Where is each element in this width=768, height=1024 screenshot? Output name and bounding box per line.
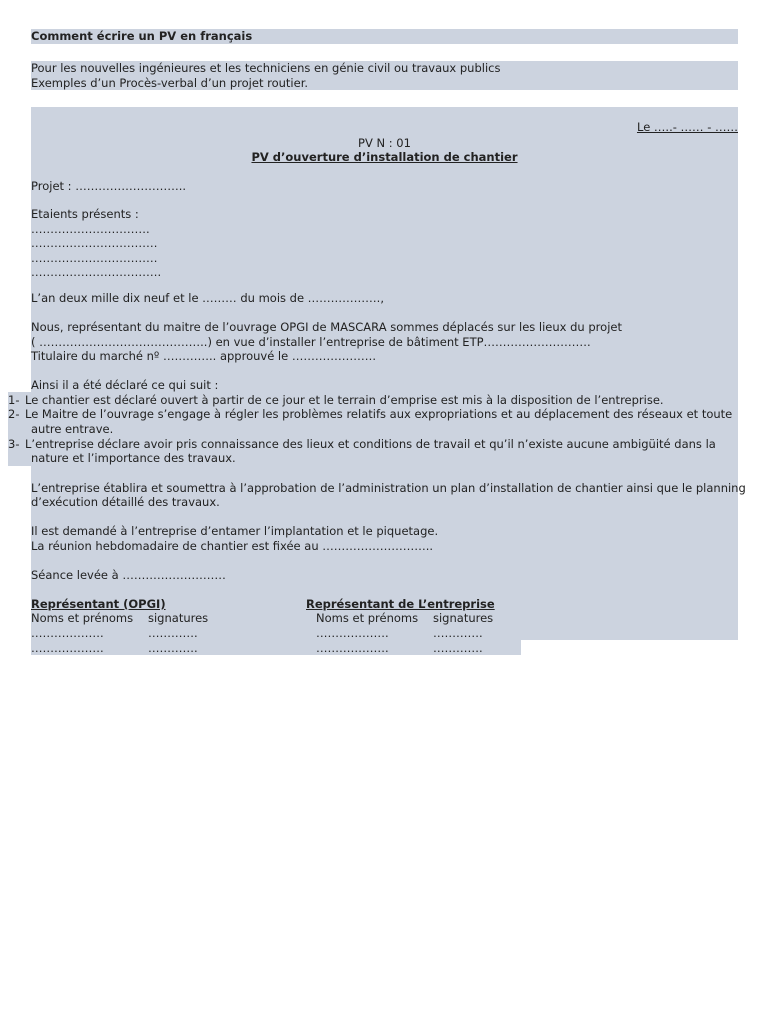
pv-nous-line-3: Titulaire du marché nº ………….. approuvé le …………………. — [31, 349, 377, 363]
pv-entreprise-line-2: d’exécution détaillé des travaux. — [31, 495, 220, 509]
pv-number: PV N : 01 — [358, 136, 411, 150]
rep-left-dots: ………………. — [31, 641, 104, 655]
rep-right-dots: …………. — [433, 626, 483, 640]
intro-line-2: Exemples d’un Procès-verbal d’un projet routier. — [31, 76, 309, 90]
pv-an-line: L’an deux mille dix neuf et le ……… du mois de ………………., — [31, 291, 384, 305]
rep-right-col-signatures: signatures — [433, 611, 494, 625]
rep-right-dots: ………………. — [316, 626, 389, 640]
list-item-text: Le Maitre de l’ouvrage s’engage à régler les problèmes relatifs aux expropriations et au déplacement des réseaux et toute — [25, 407, 733, 421]
list-item-number: 1- — [8, 393, 20, 407]
pv-demande-line-1: Il est demandé à l’entreprise d’entamer l’implantation et le piquetage. — [31, 524, 439, 538]
rep-right-dots: ………………. — [316, 641, 389, 655]
pv-title: PV d’ouverture d’installation de chantier — [251, 150, 518, 164]
pv-seance: Séance levée à ……………………… — [31, 568, 226, 582]
pv-presents-line: …………………………. — [31, 222, 150, 236]
list-item-text-cont: autre entrave. — [31, 422, 114, 436]
rep-right-title: Représentant de L’entreprise — [306, 597, 495, 611]
pv-presents-line: …………………………… — [31, 251, 158, 265]
rep-left-title: Représentant (OPGI) — [31, 597, 166, 611]
pv-presents-label: Etaients présents : — [31, 207, 139, 221]
intro-line-1: Pour les nouvelles ingénieures et les techniciens en génie civil ou travaux publics — [31, 61, 501, 75]
pv-presents-line: ……………………………. — [31, 265, 162, 279]
list-item-number: 3- — [8, 437, 20, 451]
pv-projet: Projet : ……………………….. — [31, 179, 187, 193]
list-item-text: L’entreprise déclare avoir pris connaissance des lieux et conditions de travail et qu’il n’existe aucune ambigüité dans la — [25, 437, 716, 451]
pv-demande-line-2: La réunion hebdomadaire de chantier est fixée au ……………………….. — [31, 539, 434, 553]
rep-left-dots: …………. — [148, 641, 198, 655]
list-item-text: Le chantier est déclaré ouvert à partir de ce jour et le terrain d’emprise est mis à la disposition de l’entreprise. — [25, 393, 664, 407]
list-item-text-cont: nature et l’importance des travaux. — [31, 451, 236, 465]
pv-nous-line-2: ( ……………………………………..) en vue d’installer l’entreprise de bâtiment ETP………………………. — [31, 335, 591, 349]
rep-right-col-names: Noms et prénoms — [316, 611, 419, 625]
page-title: Comment écrire un PV en français — [31, 29, 253, 43]
pv-entreprise-line-1: L’entreprise établira et soumettra à l’approbation de l’administration un plan d’installation de chantier ainsi que le planning — [31, 481, 746, 495]
list-item-number: 2- — [8, 407, 20, 421]
pv-presents-line: …………………………… — [31, 236, 158, 250]
pv-date: Le …..- …… - …… — [636, 120, 738, 134]
rep-left-col-names: Noms et prénoms — [31, 611, 134, 625]
pv-ainsi: Ainsi il a été déclaré ce qui suit : — [31, 378, 219, 392]
rep-left-dots: …………. — [148, 626, 198, 640]
rep-left-col-signatures: signatures — [148, 611, 209, 625]
pv-nous-line-1: Nous, représentant du maitre de l’ouvrage OPGI de MASCARA sommes déplacés sur les lieux du projet — [31, 320, 622, 334]
rep-right-dots: …………. — [433, 641, 483, 655]
rep-left-dots: ………………. — [31, 626, 104, 640]
